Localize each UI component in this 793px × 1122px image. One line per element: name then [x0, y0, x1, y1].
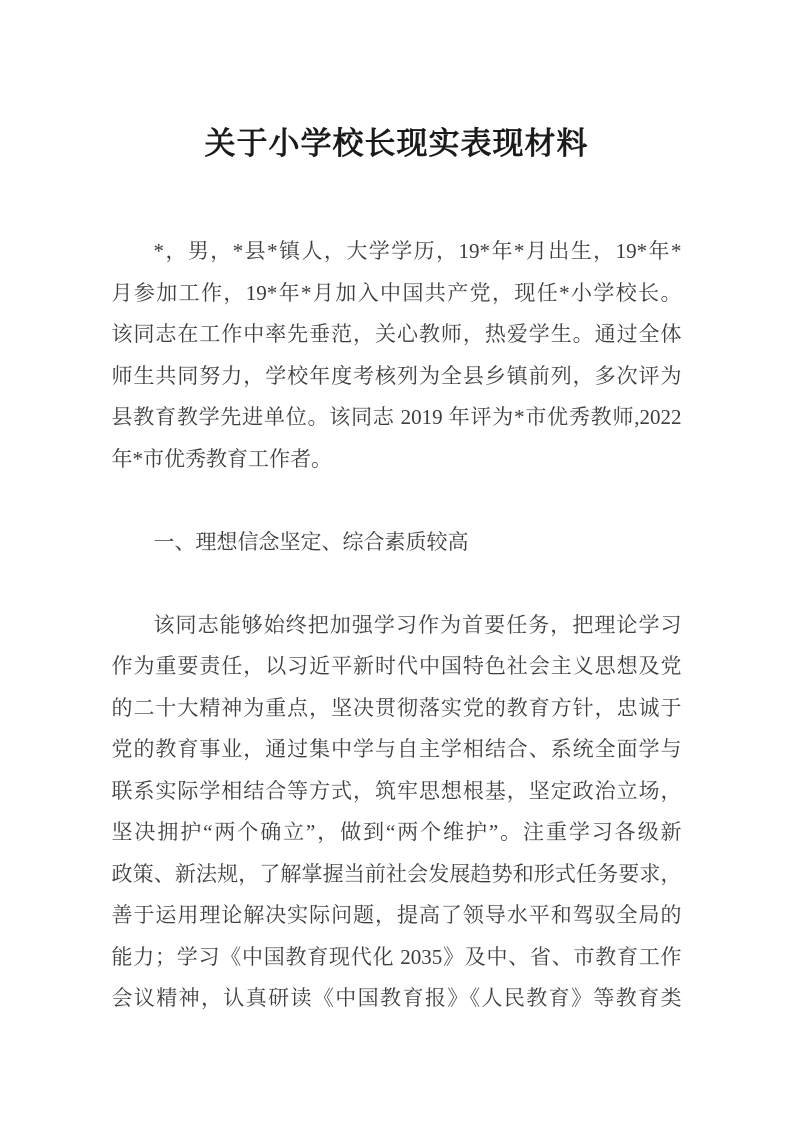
text-line: 该同志能够始终把加强学习作为首要任务，把理论学习	[153, 612, 682, 637]
text-line: 党的教育事业，通过集中学与自主学相结合、系统全面学与	[111, 737, 682, 761]
document-page	[0, 122, 793, 1122]
text-line: 坚决拥护“两个确立”，做到“两个维护”。注重学习各级新	[111, 820, 682, 844]
text-line: 师生共同努力，学校年度考核列为全县乡镇前列，多次评为	[111, 363, 682, 388]
paragraph	[112, 231, 682, 480]
text-line: 的二十大精神为重点，坚决贯彻落实党的教育方针，忠诚于	[111, 695, 682, 720]
text-line: 作为重要责任，以习近平新时代中国特色社会主义思想及党	[111, 654, 682, 678]
text-line: *，男，*县*镇人，大学学历，19*年*月出生，19*年*	[153, 239, 682, 263]
section-heading	[112, 522, 682, 564]
document-blocks	[112, 231, 682, 1020]
text-line: 政策、新法规，了解掌握当前社会发展趋势和形式任务要求，	[111, 861, 682, 886]
text-line: 善于运用理论解决实际问题，提高了领导水平和驾驭全局的	[111, 903, 682, 927]
paragraph	[112, 605, 682, 1020]
text-line: 月参加工作，19*年*月加入中国共产党，现任*小学校长。	[111, 280, 682, 305]
text-line: 该同志在工作中率先垂范，关心教师，热爱学生。通过全体	[111, 322, 682, 346]
text-line: 年*市优秀教育工作者。	[111, 446, 332, 471]
document-title: 关于小学校长现实表现材料	[204, 126, 589, 161]
text-line: 会议精神，认真研读《中国教育报》《人民教育》等教育类	[111, 986, 682, 1010]
text-line: 一、理想信念坚定、综合素质较高	[153, 529, 469, 554]
document-content	[112, 122, 682, 1020]
text-line: 能力；学习《中国教育现代化 2035》及中、省、市教育工作	[111, 944, 682, 969]
text-line: 联系实际学相结合等方式，筑牢思想根基，坚定政治立场，	[111, 778, 682, 803]
text-line: 县教育教学先进单位。该同志 2019 年评为*市优秀教师,2022	[111, 405, 682, 429]
